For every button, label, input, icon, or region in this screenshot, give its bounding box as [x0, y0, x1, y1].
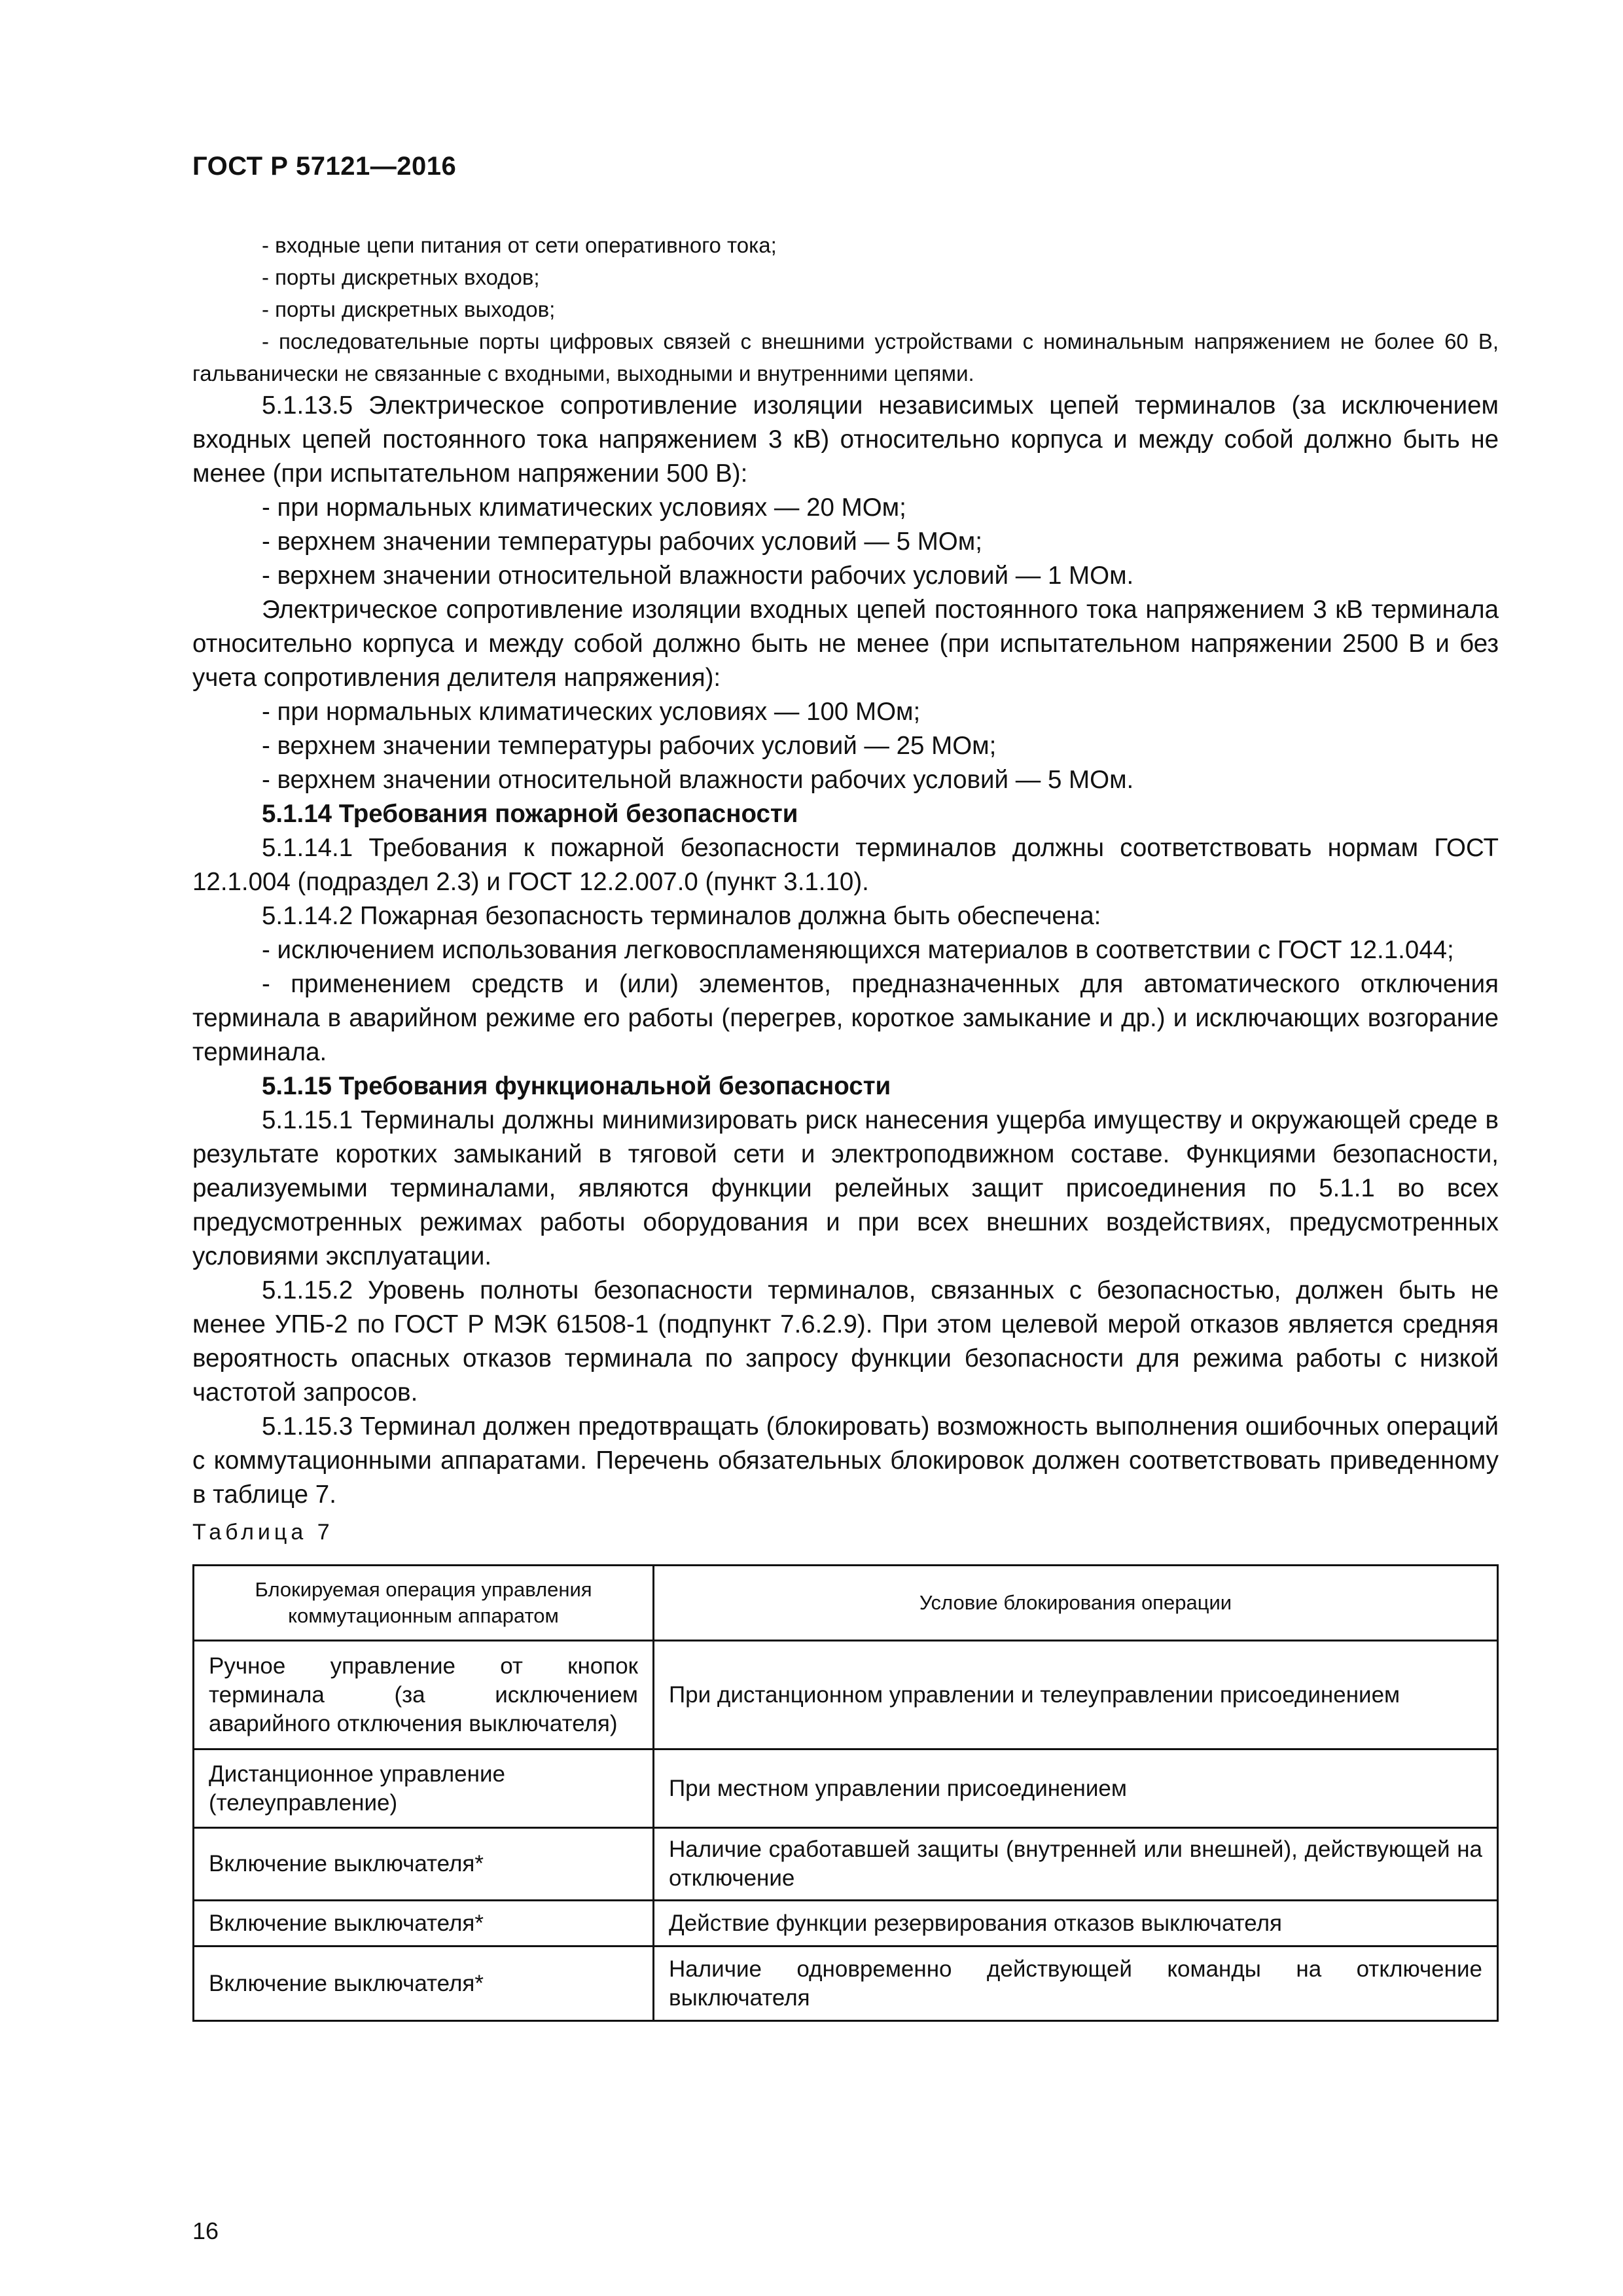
list-item: - верхнем значении относительной влажности рабочих условий — 1 МОм.	[262, 562, 1134, 590]
document-header: ГОСТ Р 57121—2016	[192, 152, 457, 181]
table-cell: При дистанционном управлении и телеуправлении присоединением	[654, 1641, 1498, 1749]
table-cell: Наличие сработавшей защиты (внутренней или внешней), действующей на отключение	[654, 1828, 1498, 1901]
list-item: - порты дискретных выходов;	[262, 297, 556, 321]
heading-5-1-15: 5.1.15 Требования функциональной безопасности	[262, 1072, 891, 1100]
table-row	[194, 1946, 1498, 2021]
list-item: - верхнем значении температуры рабочих условий — 5 МОм;	[262, 528, 982, 556]
top-list	[192, 229, 1499, 389]
list-item: - входные цепи питания от сети оперативного тока;	[262, 233, 777, 257]
paragraph-5-1-14-1: 5.1.14.1 Требования к пожарной безопасности терминалов должны соответствовать нормам ГОСТ 12.1.004 (подраздел 2.3) и ГОСТ 12.2.007.0 (пункт 3.1.10).	[192, 834, 1499, 896]
list-item: - последовательные порты цифровых связей с внешними устройствами с номинальным напряжением не более 60 В, гальванически не связанные с входными, выходными и внутренними цепями.	[192, 329, 1499, 386]
list-item: - применением средств и (или) элементов, предназначенных для автоматического отключения терминала в аварийном режиме его работы (перегрев, короткое замыкание и др.) и исключающих возгорание терминала.	[192, 970, 1499, 1066]
paragraph-5-1-15-2: 5.1.15.2 Уровень полноты безопасности терминалов, связанных с безопасностью, должен быть не менее УПБ-2 по ГОСТ Р МЭК 61508-1 (подпункт 7.6.2.9). При этом целевой мерой отказов является средняя вероятность опасных отказов терминала по запросу функции безопасности для режима работы с низкой частотой запросов.	[192, 1276, 1499, 1407]
table-cell: Включение выключателя*	[194, 1946, 654, 2021]
paragraph-5-1-13-5: 5.1.13.5 Электрическое сопротивление изоляции независимых цепей терминалов (за исключением входных цепей постоянного тока напряжением 3 кВ) относительно корпуса и между собой должно быть не менее (при испытательном напряжении 500 В):	[192, 391, 1499, 488]
table-cell: Включение выключателя*	[194, 1901, 654, 1946]
table-caption: Таблица 7	[192, 1520, 334, 1545]
paragraph-5-1-14-2: 5.1.14.2 Пожарная безопасность терминалов должна быть обеспечена:	[262, 902, 1101, 930]
page-number: 16	[192, 2217, 219, 2244]
list-item: - исключением использования легковоспламеняющихся материалов в соответствии с ГОСТ 12.1.044;	[262, 936, 1454, 964]
column-header: Условие блокирования операции	[654, 1566, 1498, 1641]
table-header-row	[194, 1566, 1498, 1641]
table-row	[194, 1901, 1498, 1946]
column-header: Блокируемая операция управления коммутационным аппаратом	[194, 1566, 654, 1641]
list-item: - при нормальных климатических условиях — 100 МОм;	[262, 698, 921, 726]
paragraph-dc-inputs: Электрическое сопротивление изоляции входных цепей постоянного тока напряжением 3 кВ терминала относительно корпуса и между собой должно быть не менее (при испытательном напряжении 2500 В и без учета сопротивления делителя напряжения):	[192, 596, 1499, 692]
table-row	[194, 1641, 1498, 1749]
list-item: - при нормальных климатических условиях — 20 МОм;	[262, 493, 906, 522]
table-row	[194, 1749, 1498, 1828]
table-cell: Дистанционное управление (телеуправление)	[194, 1749, 654, 1828]
table-cell: Ручное управление от кнопок терминала (за исключением аварийного отключения выключателя)	[194, 1641, 654, 1749]
table-cell: Включение выключателя*	[194, 1828, 654, 1901]
table-cell: При местном управлении присоединением	[654, 1749, 1498, 1828]
list-item: - верхнем значении относительной влажности рабочих условий — 5 МОм.	[262, 766, 1134, 794]
table-cell: Наличие одновременно действующей команды на отключение выключателя	[654, 1946, 1498, 2021]
list-item: - порты дискретных входов;	[262, 265, 540, 289]
table-row	[194, 1828, 1498, 1901]
paragraph-5-1-15-1: 5.1.15.1 Терминалы должны минимизировать риск нанесения ущерба имуществу и окружающей среде в результате коротких замыканий в тяговой сети и электроподвижном составе. Функциями безопасности, реализуемыми терминалами, являются функции релейных защит присоединения по 5.1.1 во всех предусмотренных режимах работы оборудования и при всех внешних воздействиях, предусмотренных условиями эксплуатации.	[192, 1106, 1499, 1270]
list-item: - верхнем значении температуры рабочих условий — 25 МОм;	[262, 732, 997, 760]
heading-5-1-14: 5.1.14 Требования пожарной безопасности	[262, 800, 798, 828]
main-text	[192, 389, 1499, 1512]
paragraph-5-1-15-3: 5.1.15.3 Терминал должен предотвращать (блокировать) возможность выполнения ошибочных операций с коммутационными аппаратами. Перечень обязательных блокировок должен соответствовать приведенному в таблице 7.	[192, 1412, 1499, 1509]
blocking-table	[192, 1564, 1499, 2022]
table-cell: Действие функции резервирования отказов выключателя	[654, 1901, 1498, 1946]
